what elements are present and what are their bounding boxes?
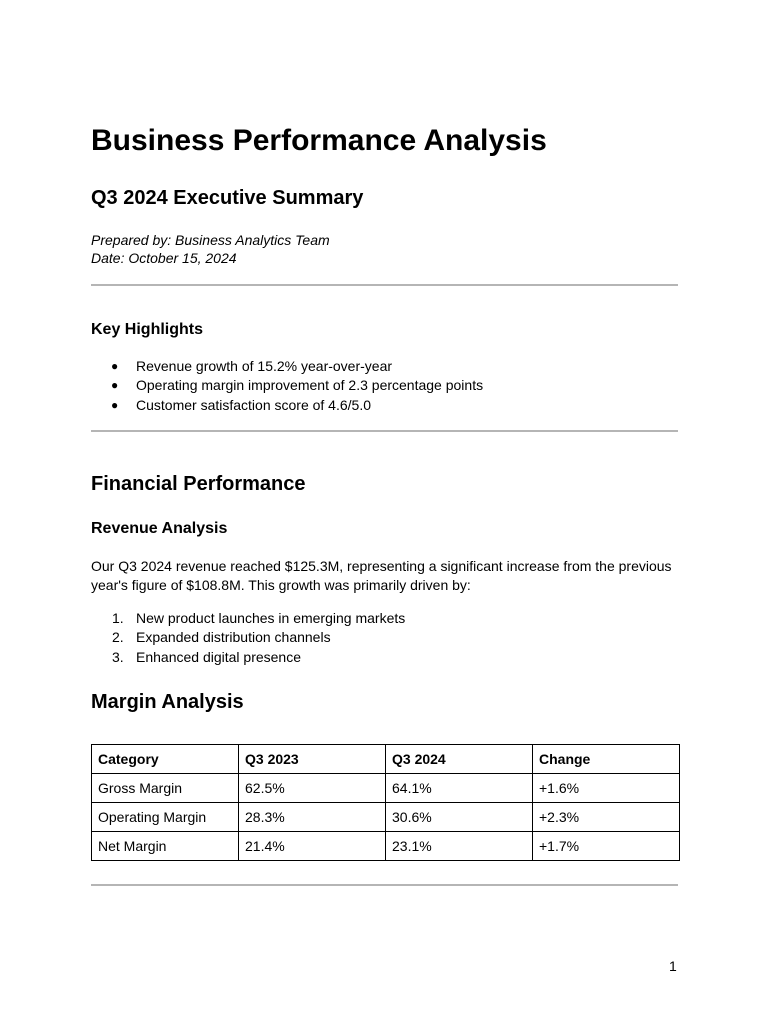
bullet-icon: ● [111, 397, 119, 412]
list-item-text: New product launches in emerging markets [136, 610, 406, 626]
table-cell: 64.1% [386, 774, 533, 803]
list-item-text: Revenue growth of 15.2% year-over-year [136, 358, 393, 374]
table-row [92, 774, 680, 803]
list-item [91, 357, 483, 376]
list-item [91, 396, 483, 415]
page-number: 1 [669, 958, 677, 974]
list-item-text: Expanded distribution channels [136, 629, 331, 646]
list-item [91, 648, 405, 667]
divider [91, 430, 678, 432]
divider [91, 284, 678, 286]
list-item [91, 376, 483, 395]
column-header: Q3 2023 [239, 745, 386, 774]
table-cell: 62.5% [239, 774, 386, 803]
table-cell: +2.3% [533, 803, 680, 832]
margin-analysis-heading: Margin Analysis [91, 691, 244, 713]
prepared-by: Prepared by: Business Analytics Team [91, 232, 330, 248]
table-header-row [92, 745, 680, 774]
table-cell: 23.1% [386, 832, 533, 861]
revenue-paragraph: Our Q3 2024 revenue reached $125.3M, representing a significant increase from the previous year's figure of $108.8M. This growth was primarily driven by: [91, 558, 672, 593]
column-header: Change [533, 745, 680, 774]
table-cell: Gross Margin [92, 774, 239, 803]
list-item-text: Enhanced digital presence [136, 648, 302, 665]
document-date: Date: October 15, 2024 [91, 250, 237, 266]
divider [91, 884, 678, 886]
column-header: Category [92, 745, 239, 774]
table-row [92, 803, 680, 832]
bullet-icon: ● [111, 359, 119, 373]
document-subtitle: Q3 2024 Executive Summary [91, 187, 364, 209]
revenue-analysis-heading: Revenue Analysis [91, 520, 228, 537]
table-cell: +1.7% [533, 832, 680, 861]
financial-performance-heading: Financial Performance [91, 473, 306, 495]
list-number: 1. [112, 610, 124, 626]
list-item-text: Customer satisfaction score of 4.6/5.0 [136, 396, 371, 413]
table-cell: Net Margin [92, 832, 239, 861]
bullet-icon: ● [111, 378, 119, 393]
table-cell: 28.3% [239, 803, 386, 832]
list-item [91, 609, 405, 628]
key-highlights-heading: Key Highlights [91, 321, 204, 338]
table-row [92, 832, 680, 861]
list-item-text: Operating margin improvement of 2.3 percentage points [136, 377, 484, 394]
document-title: Business Performance Analysis [91, 124, 547, 157]
drivers-list [91, 609, 405, 667]
table-cell: 30.6% [386, 803, 533, 832]
list-item [91, 628, 405, 647]
margin-table [91, 744, 680, 861]
table-cell: 21.4% [239, 832, 386, 861]
table-cell: Operating Margin [92, 803, 239, 832]
list-number: 3. [112, 648, 124, 665]
highlights-list [91, 357, 483, 415]
list-number: 2. [112, 629, 124, 646]
column-header: Q3 2024 [386, 745, 533, 774]
table-cell: +1.6% [533, 774, 680, 803]
